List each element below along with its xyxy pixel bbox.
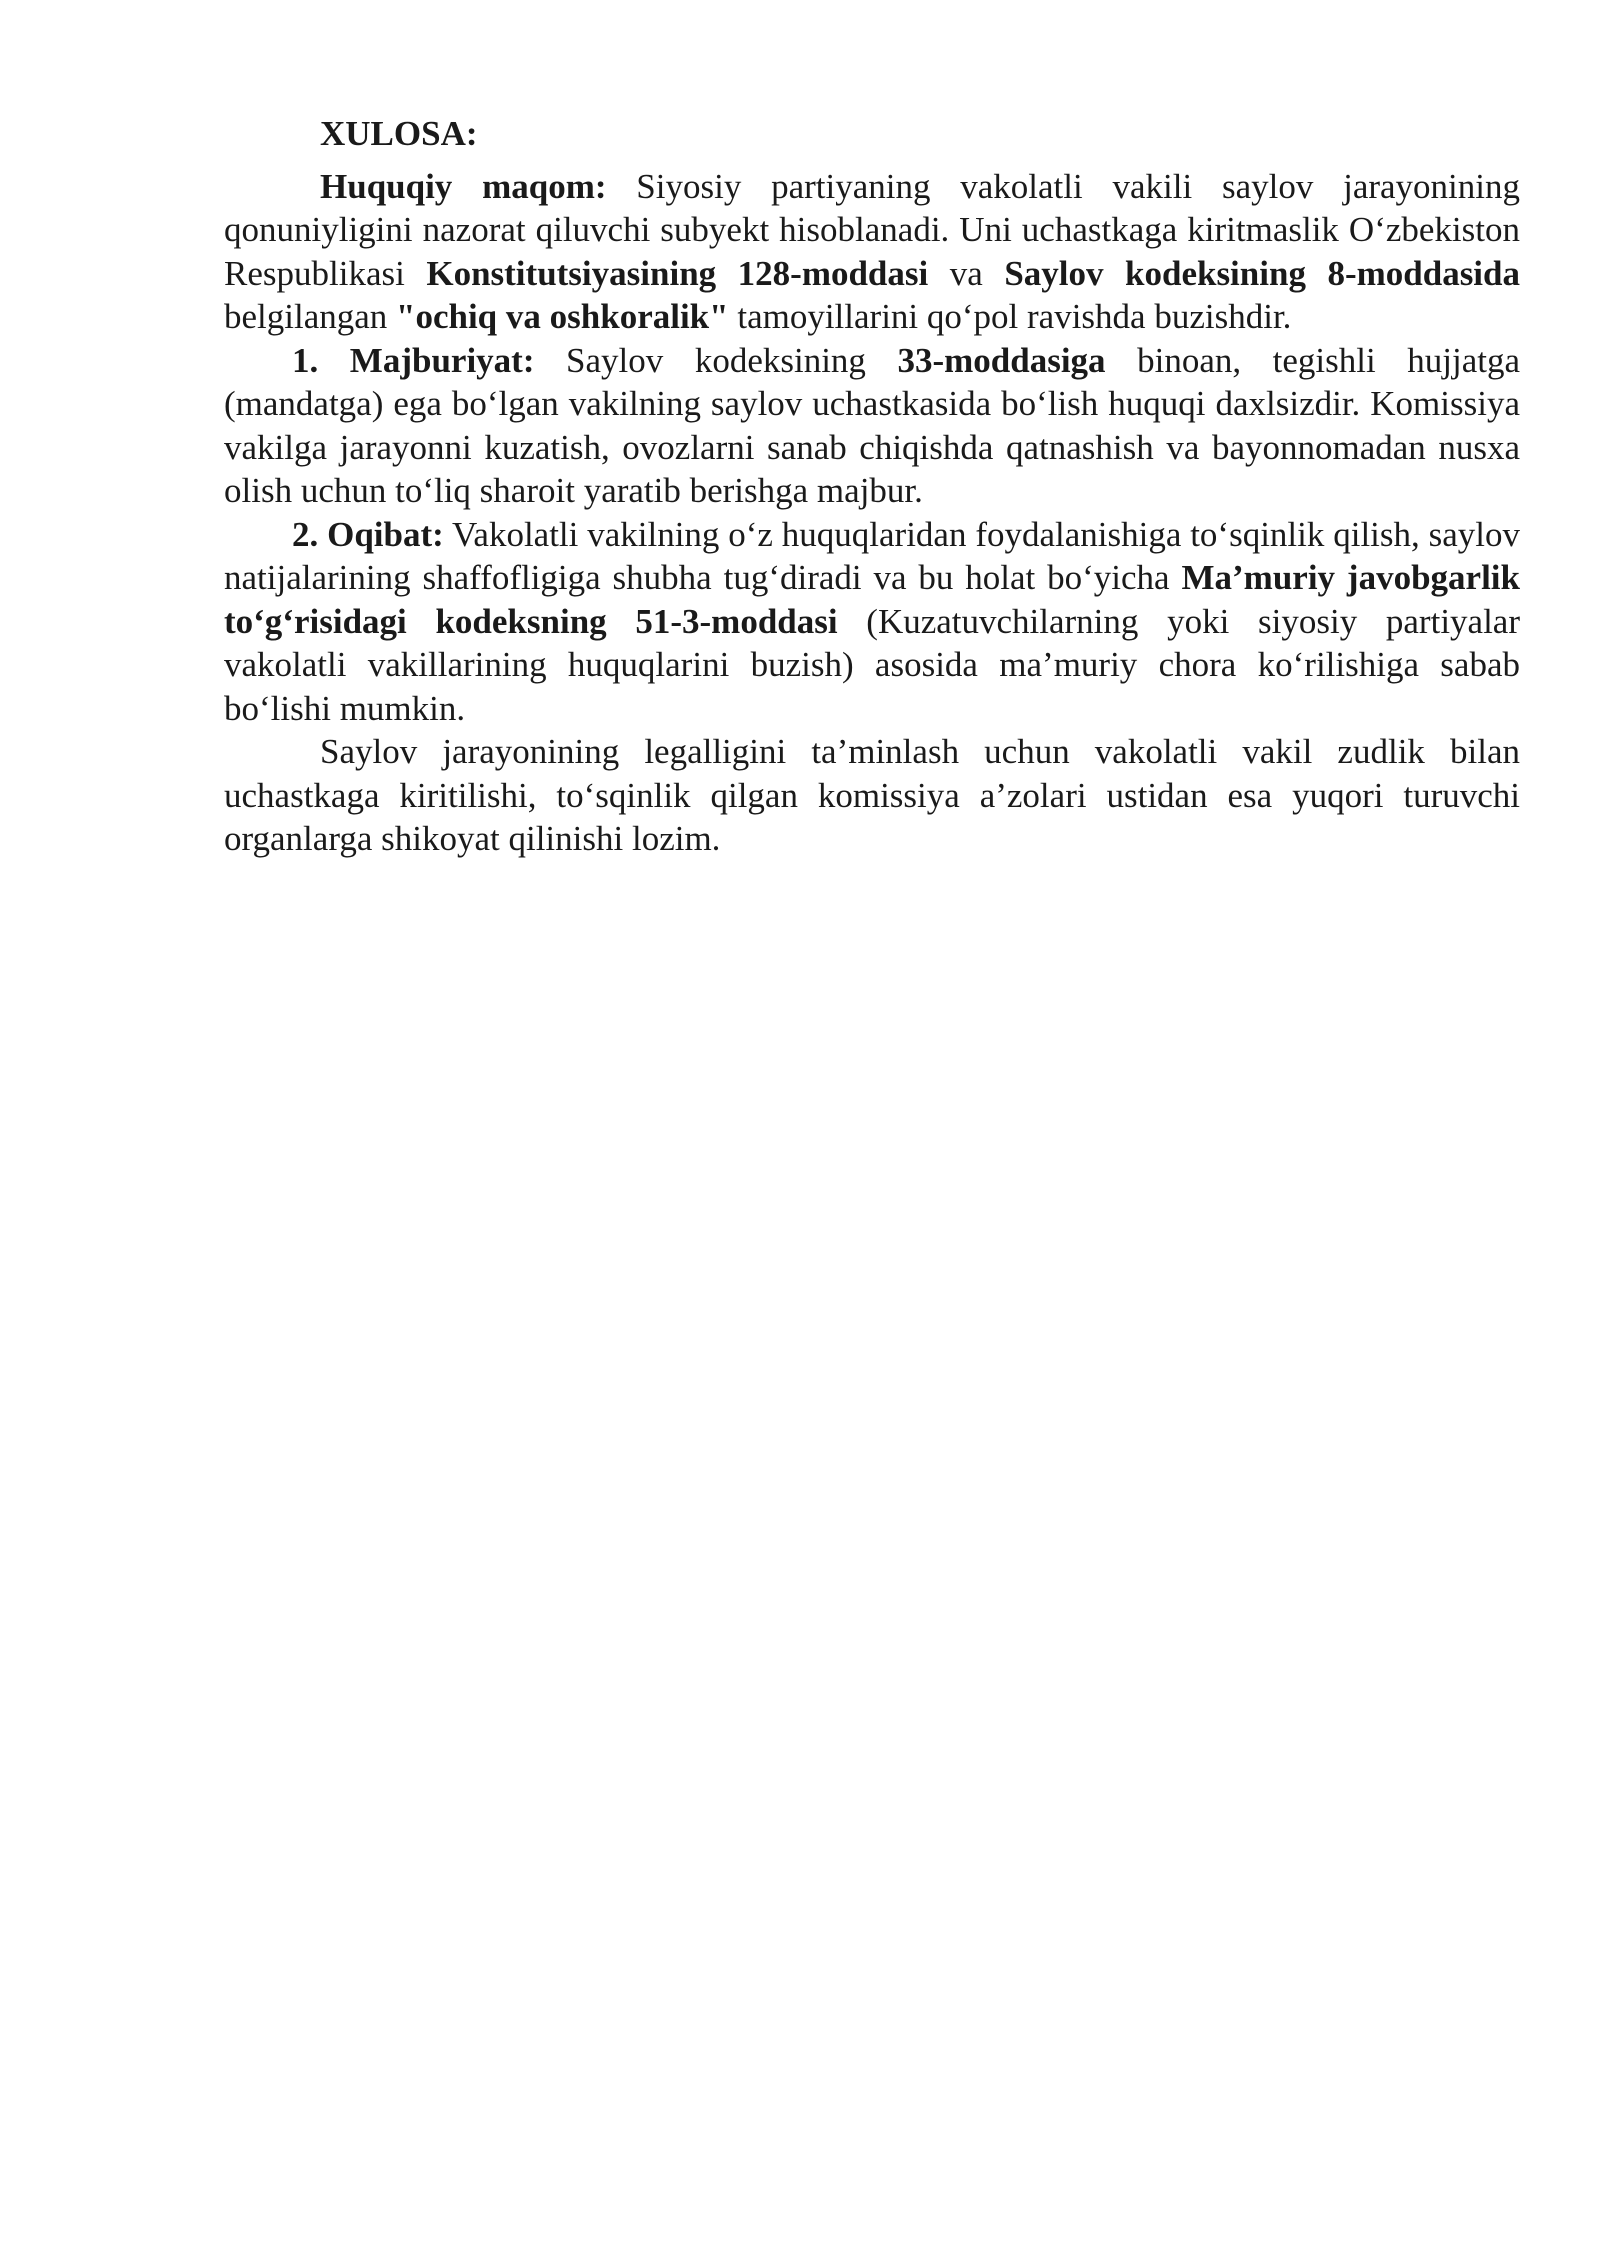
- item-number: 1.: [292, 340, 319, 380]
- item-number: 2.: [292, 514, 319, 554]
- consequence-item: [224, 513, 1520, 731]
- election-code-reference: Saylov kodeksining 8-moddasida: [1004, 253, 1520, 293]
- paragraph-text: tamoyillarini qo‘pol ravishda buzishdir.: [728, 297, 1292, 336]
- document-page: [224, 112, 1520, 861]
- paragraph-text: va: [928, 253, 1005, 293]
- paragraph-text: Siyosiy partiyaning vakolatli vakili saylov jarayonining qonuniyligini nazorat qiluvchi subyekt hisoblanadi. Uni uchastkaga kiritmaslik O‘zbekiston Respublikasi: [224, 166, 1520, 293]
- legal-status-paragraph: [224, 165, 1520, 339]
- principle-quote: "ochiq va oshkoralik": [396, 297, 729, 336]
- paragraph-text: Vakolatli vakilning o‘z huquqlaridan foydalanishiga to‘sqinlik qilish, saylov natijalarining shaffofligiga shubha tug‘diradi va bu holat bo‘yicha: [224, 514, 1520, 597]
- final-paragraph: Saylov jarayonining legalligini ta’minlash uchun vakolatli vakil zudlik bilan uchastkaga kiritilishi, to‘sqinlik qilgan komissiya a’zolari ustidan esa yuqori turuvchi organlarga shikoyat qilinishi lozim.: [224, 732, 1520, 858]
- paragraph-text: binoan, tegishli hujjatga (mandatga) ega bo‘lgan vakilning saylov uchastkasida bo‘lish huquqi daxlsizdir. Komissiya vakilga jarayonni kuzatish, ovozlarni sanab chiqishda qatnashish va bayonnomadan nusxa olish uchun to‘liq sharoit yaratib berishga majbur.: [224, 340, 1520, 510]
- consequence-label: Oqibat:: [327, 514, 444, 554]
- obligation-item: [224, 339, 1520, 513]
- article-33-reference: 33-moddasiga: [897, 340, 1106, 380]
- conclusion-heading: XULOSA:: [320, 114, 478, 153]
- obligation-label: Majburiyat:: [349, 340, 535, 380]
- paragraph-text: Saylov kodeksining: [534, 340, 898, 380]
- legal-status-label: Huquqiy maqom:: [320, 166, 607, 206]
- paragraph-text: belgilangan: [224, 297, 397, 336]
- constitution-reference: Konstitutsiyasining 128-moddasi: [426, 253, 929, 293]
- administrative-code-reference: Ma’muriy javobgarlik to‘g‘risidagi kodeksning 51-3-moddasi: [224, 558, 1520, 641]
- paragraph-text: (Kuzatuvchilarning yoki siyosiy partiyalar vakolatli vakillarining huquqlarini buzish) asosida ma’muriy chora ko‘rilishiga sabab bo‘lishi mumkin.: [224, 601, 1520, 728]
